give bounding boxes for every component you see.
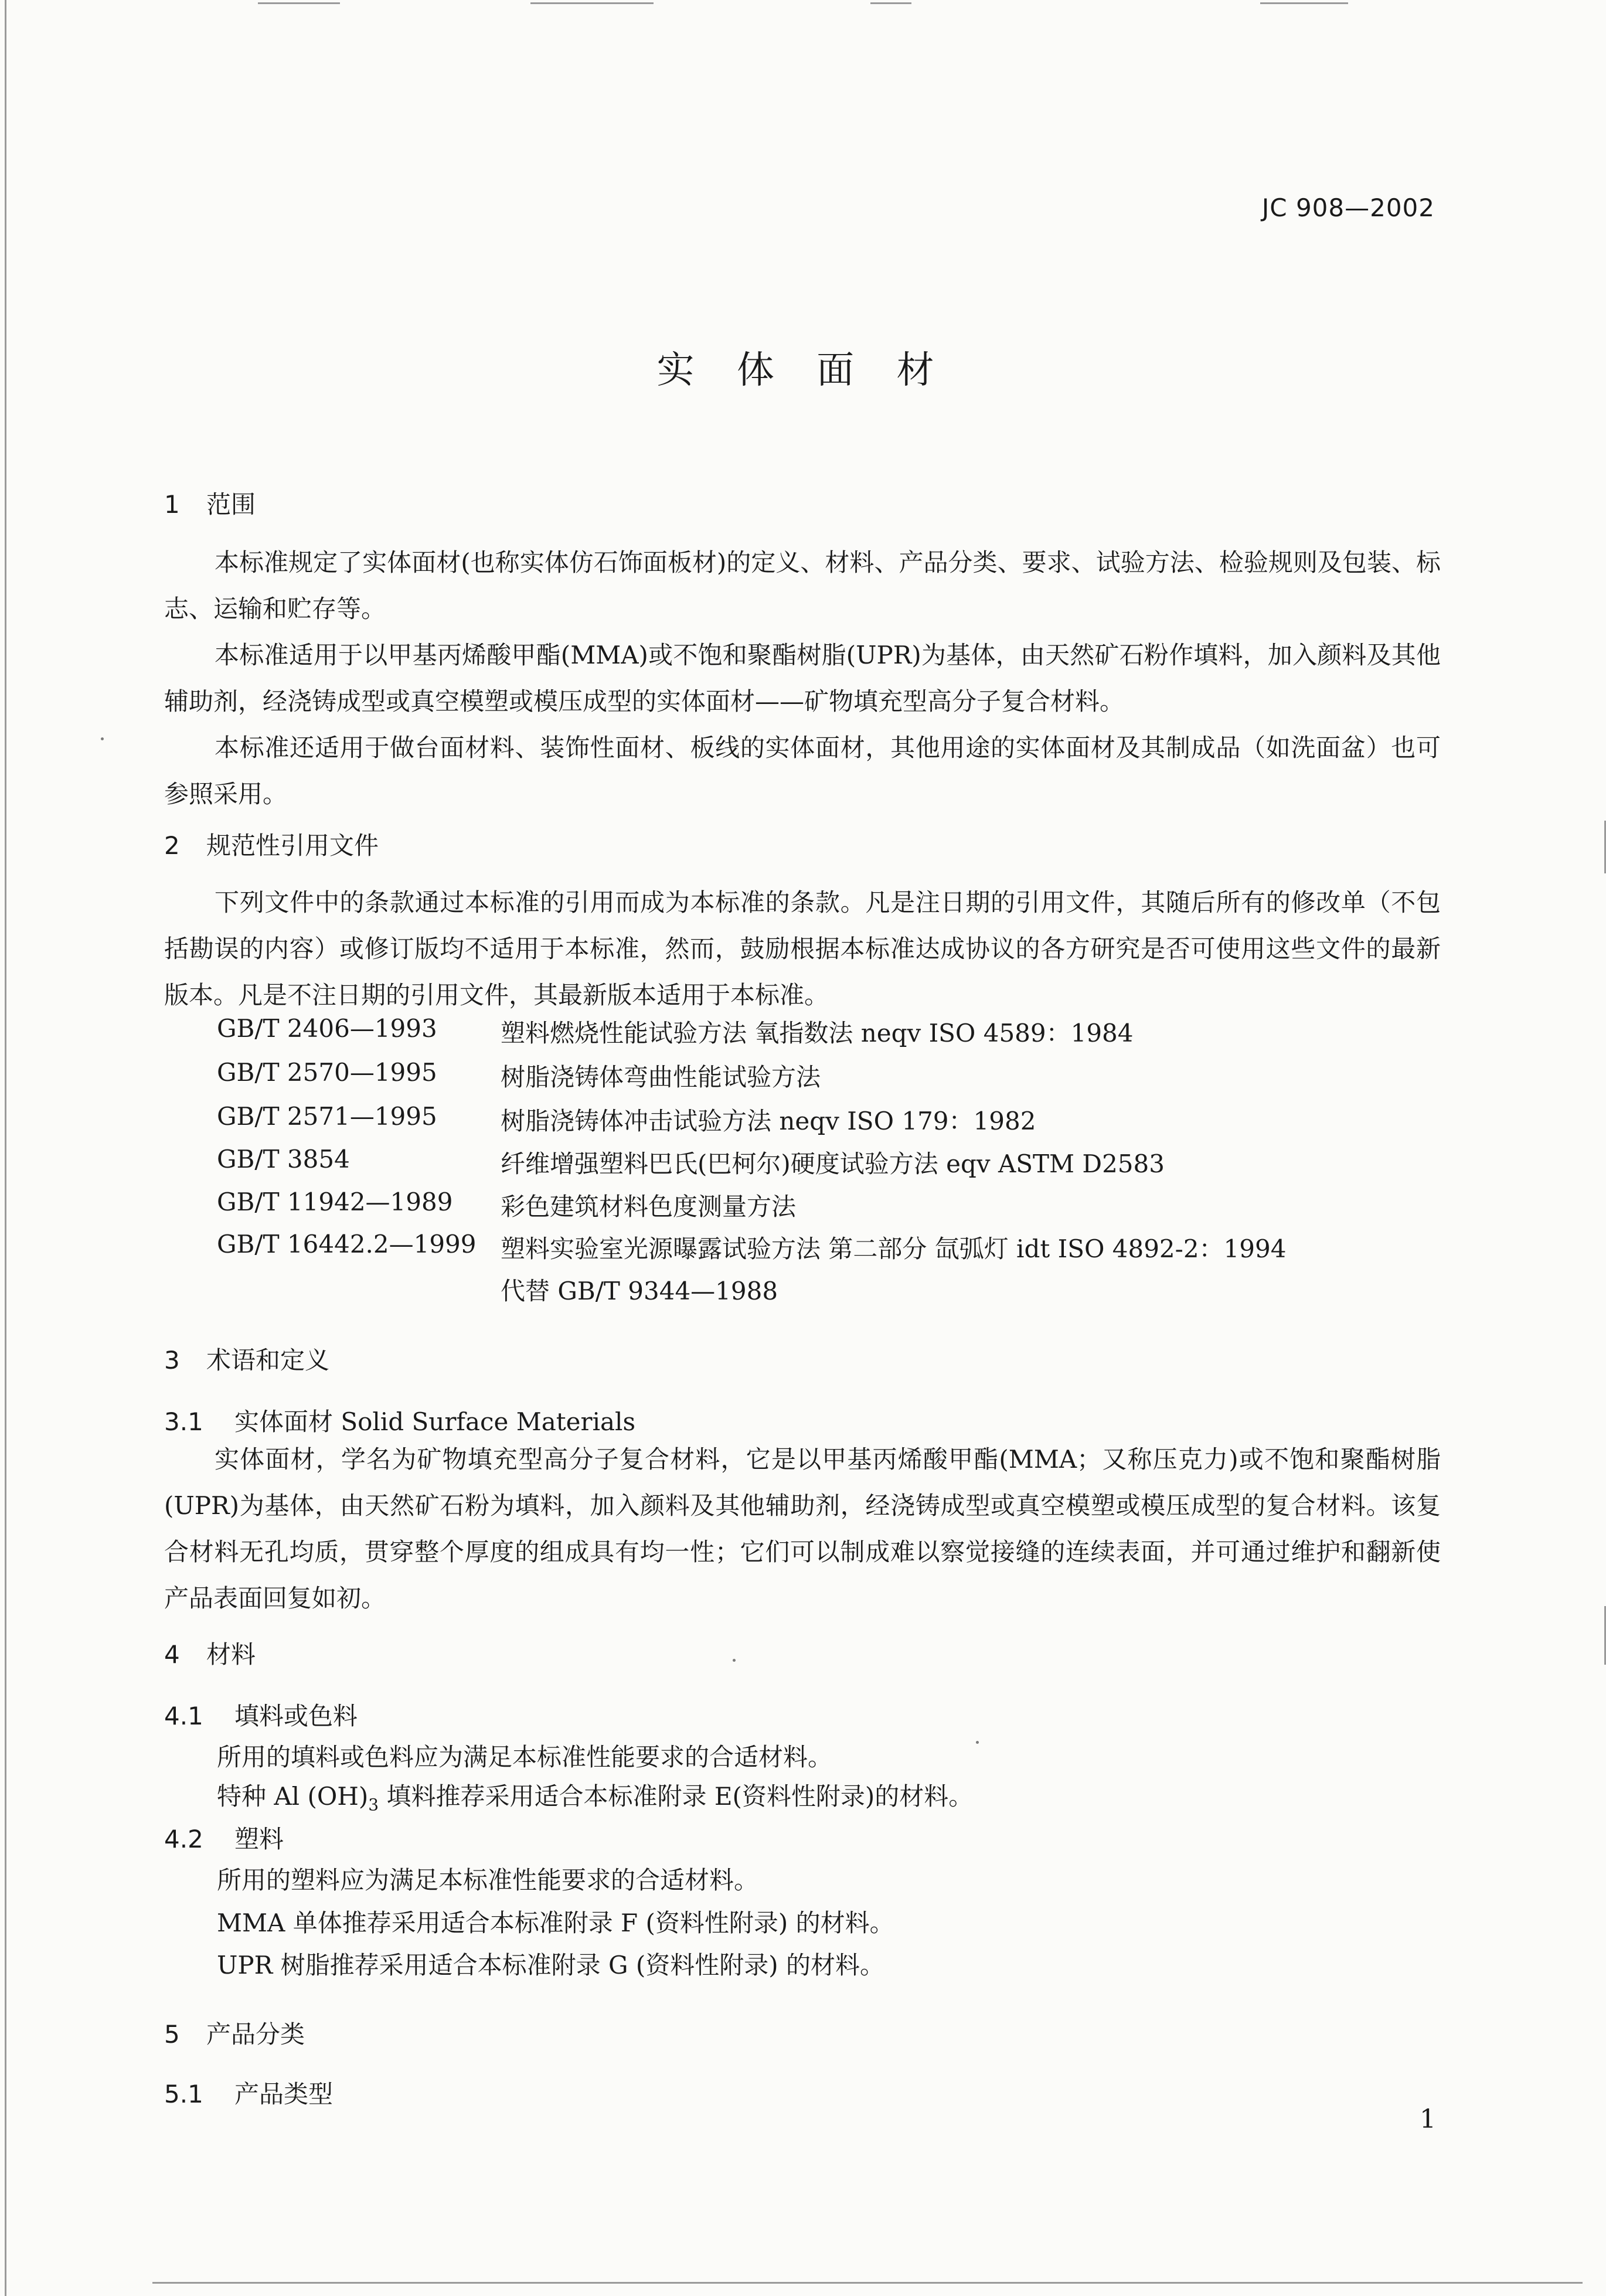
reference-title: 树脂浇铸体弯曲性能试验方法 bbox=[501, 1063, 821, 1091]
section-3-heading bbox=[164, 1341, 329, 1376]
section-number: 5 bbox=[164, 2020, 180, 2049]
section-1-para-2: 本标准适用于以甲基丙烯酸甲酯(MMA)或不饱和聚酯树脂(UPR)为基体，由天然矿石粉作填料，加入颜料及其他辅助剂，经浇铸成型或真空模塑或模压成型的实体面材——矿物填充型高分子复合材料。 bbox=[164, 641, 1441, 716]
section-title: 材料 bbox=[206, 1640, 256, 1669]
line-text: 填料推荐采用适合本标准附录 E(资料性附录)的材料。 bbox=[379, 1782, 974, 1811]
reference-title: 彩色建筑材料色度测量方法 bbox=[501, 1192, 797, 1221]
section-number: 4 bbox=[164, 1640, 180, 1669]
subsection-4-2-line-1: 所用的塑料应为满足本标准性能要求的合适材料。 bbox=[217, 1866, 759, 1894]
reference-code: GB/T 11942—1989 bbox=[217, 1188, 453, 1216]
section-title: 术语和定义 bbox=[206, 1346, 330, 1375]
reference-code: GB/T 2571—1995 bbox=[217, 1102, 437, 1131]
section-4-heading bbox=[164, 1635, 256, 1671]
subsection-title: 填料或色料 bbox=[234, 1702, 358, 1730]
reference-code: GB/T 2406—1993 bbox=[217, 1014, 437, 1043]
section-number: 2 bbox=[164, 831, 180, 860]
subsection-4-1-heading bbox=[164, 1697, 358, 1732]
scan-speck bbox=[976, 1741, 979, 1744]
subsection-number: 4.2 bbox=[164, 1825, 203, 1853]
subsection-title: 实体面材 Solid Surface Materials bbox=[234, 1407, 636, 1436]
reference-title: 树脂浇铸体冲击试验方法 neqv ISO 179：1982 bbox=[501, 1107, 1036, 1135]
section-title: 产品分类 bbox=[206, 2020, 305, 2049]
page-number: 1 bbox=[1420, 2104, 1436, 2134]
section-number: 3 bbox=[164, 1346, 180, 1375]
subsection-5-1-heading bbox=[164, 2075, 333, 2110]
reference-code: GB/T 3854 bbox=[217, 1145, 350, 1173]
standard-number: JC 908—2002 bbox=[1261, 193, 1435, 222]
subsection-4-2-line-3: UPR 树脂推荐采用适合本标准附录 G (资料性附录) 的材料。 bbox=[217, 1951, 885, 1979]
subsection-number: 5.1 bbox=[164, 2080, 203, 2108]
subsection-3-1-heading bbox=[164, 1403, 635, 1438]
scan-top-mark bbox=[258, 2, 340, 4]
section-1-heading bbox=[164, 485, 256, 521]
reference-title: 塑料实验室光源曝露试验方法 第二部分 氙弧灯 idt ISO 4892-2：1994 bbox=[501, 1234, 1287, 1263]
subscript: 3 bbox=[368, 1795, 379, 1815]
subsection-title: 产品类型 bbox=[234, 2080, 334, 2108]
subsection-number: 4.1 bbox=[164, 1702, 203, 1730]
reference-code: GB/T 16442.2—1999 bbox=[217, 1230, 477, 1258]
section-2-heading bbox=[164, 826, 379, 862]
section-1-para-1: 本标准规定了实体面材(也称实体仿石饰面板材)的定义、材料、产品分类、要求、试验方法、检验规则及包装、标志、运输和贮存等。 bbox=[164, 548, 1441, 623]
document-title: 实 体 面 材 bbox=[656, 349, 950, 392]
subsection-4-1-line-1: 所用的填料或色料应为满足本标准性能要求的合适材料。 bbox=[217, 1743, 833, 1771]
section-5-heading bbox=[164, 2015, 305, 2050]
scan-top-mark bbox=[870, 2, 911, 4]
section-2-para-1: 下列文件中的条款通过本标准的引用而成为本标准的条款。凡是注日期的引用文件，其随后所有的修改单（不包括勘误的内容）或修订版均不适用于本标准，然而，鼓励根据本标准达成协议的各方研究是否可使用这些文件的最新版本。凡是不注日期的引用文件，其最新版本适用于本标准。 bbox=[164, 888, 1441, 1009]
subsection-4-1-line-2 bbox=[217, 1777, 973, 1814]
subsection-4-2-heading bbox=[164, 1820, 284, 1855]
section-title: 规范性引用文件 bbox=[206, 831, 379, 860]
scan-speck bbox=[733, 1659, 736, 1662]
scan-bottom-edge bbox=[152, 2282, 1583, 2284]
line-text: 特种 Al (OH) bbox=[217, 1782, 369, 1811]
section-number: 1 bbox=[164, 490, 180, 519]
scan-speck bbox=[101, 737, 104, 740]
scan-top-mark bbox=[530, 2, 654, 4]
section-3-para-1: 实体面材，学名为矿物填充型高分子复合材料，它是以甲基丙烯酸甲酯(MMA；又称压克力)或不饱和聚酯树脂(UPR)为基体，由天然矿石粉为填料，加入颜料及其他辅助剂，经浇铸成型或真空模塑或模压成型的复合材料。该复合材料无孔均质，贯穿整个厚度的组成具有均一性；它们可以制成难以察觉接缝的连续表面，并可通过维护和翻新使产品表面回复如初。 bbox=[164, 1445, 1441, 1613]
section-1-para-3: 本标准还适用于做台面材料、装饰性面材、板线的实体面材，其他用途的实体面材及其制成品（如洗面盆）也可参照采用。 bbox=[164, 733, 1441, 808]
section-title: 范围 bbox=[206, 490, 256, 519]
reference-code: GB/T 2570—1995 bbox=[217, 1058, 437, 1087]
reference-continuation: 代替 GB/T 9344—1988 bbox=[501, 1277, 778, 1305]
subsection-title: 塑料 bbox=[234, 1825, 284, 1853]
subsection-number: 3.1 bbox=[164, 1407, 203, 1436]
scan-top-mark bbox=[1260, 2, 1348, 4]
subsection-4-2-line-2: MMA 单体推荐采用适合本标准附录 F (资料性附录) 的材料。 bbox=[217, 1909, 894, 1937]
reference-title: 塑料燃烧性能试验方法 氧指数法 neqv ISO 4589：1984 bbox=[501, 1019, 1134, 1047]
reference-title: 纤维增强塑料巴氏(巴柯尔)硬度试验方法 eqv ASTM D2583 bbox=[501, 1149, 1165, 1178]
